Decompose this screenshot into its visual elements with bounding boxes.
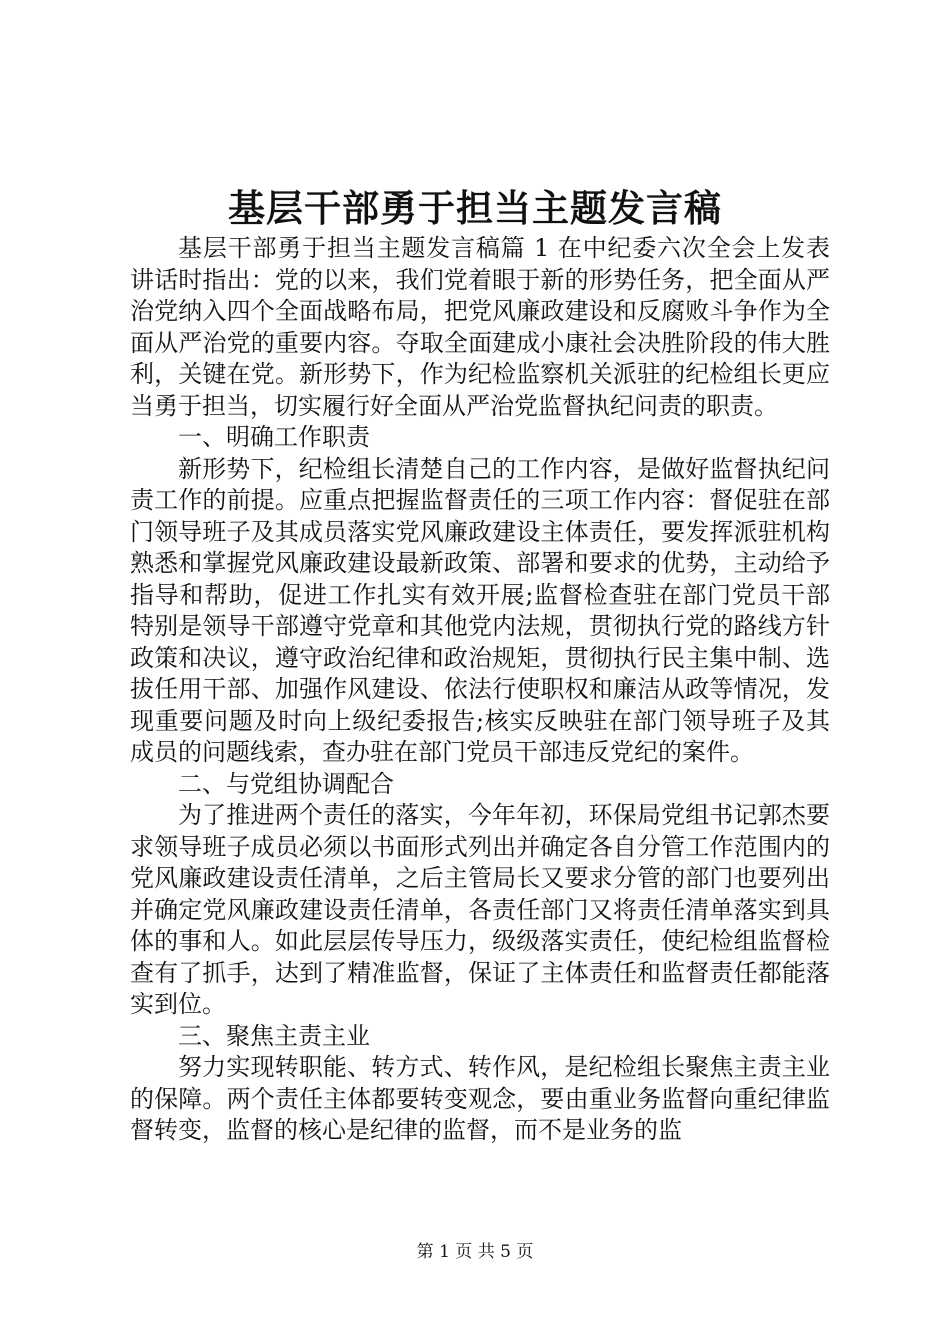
section-heading-2: 二、与党组协调配合 bbox=[178, 769, 394, 798]
document-body bbox=[130, 233, 830, 1147]
page-number-footer: 第 1 页 共 5 页 bbox=[416, 1242, 534, 1262]
section-heading-3: 三、聚焦主责主业 bbox=[178, 1021, 370, 1050]
section-2-paragraph: 为了推进两个责任的落实，今年年初，环保局党组书记郭杰要求领导班子成员必须以书面形式列出并确定各自分管工作范围内的党风廉政建设责任清单，之后主管局长又要求分管的部门也要列出并确定党风廉政建设责任清单，各责任部门又将责任清单落实到具体的事和人。如此层层传导压力，级级落实责任，使纪检组监督检查有了抓手，达到了精准监督，保证了主体责任和监督责任都能落实到位。 bbox=[130, 801, 830, 1018]
section-heading-1: 一、明确工作职责 bbox=[178, 423, 370, 451]
document-title: 基层干部勇于担当主题发言稿 bbox=[228, 187, 722, 230]
section-3-paragraph: 努力实现转职能、转方式、转作风，是纪检组长聚焦主责主业的保障。两个责任主体都要转变观念，要由重业务监督向重纪律监督转变，监督的核心是纪律的监督，而不是业务的监 bbox=[130, 1053, 830, 1144]
section-1-paragraph: 新形势下，纪检组长清楚自己的工作内容，是做好监督执纪问责工作的前提。应重点把握监督责任的三项工作内容：督促驻在部门领导班子及其成员落实党风廉政建设主体责任，要发挥派驻机构熟悉和掌握党风廉政建设最新政策、部署和要求的优势，主动给予指导和帮助，促进工作扎实有效开展;监督检查驻在部门党员干部特别是领导干部遵守党章和其他党内法规，贯彻执行党的路线方针政策和决议，遵守政治纪律和政治规矩，贯彻执行民主集中制、选拔任用干部、加强作风建设、依法行使职权和廉洁从政等情况，发现重要问题及时向上级纪委报告;核实反映驻在部门领导班子及其成员的问题线索，查办驻在部门党员干部违反党纪的案件。 bbox=[130, 454, 830, 766]
intro-paragraph: 基层干部勇于担当主题发言稿篇 1 在中纪委六次全会上发表讲话时指出：党的以来，我们党着眼于新的形势任务，把全面从严治党纳入四个全面战略布局，把党风廉政建设和反腐败斗争作为全面从严治党的重要内容。夺取全面建成小康社会决胜阶段的伟大胜利，关键在党。新形势下，作为纪检监察机关派驻的纪检组长更应当勇于担当，切实履行好全面从严治党监督执纪问责的职责。 bbox=[130, 234, 830, 420]
